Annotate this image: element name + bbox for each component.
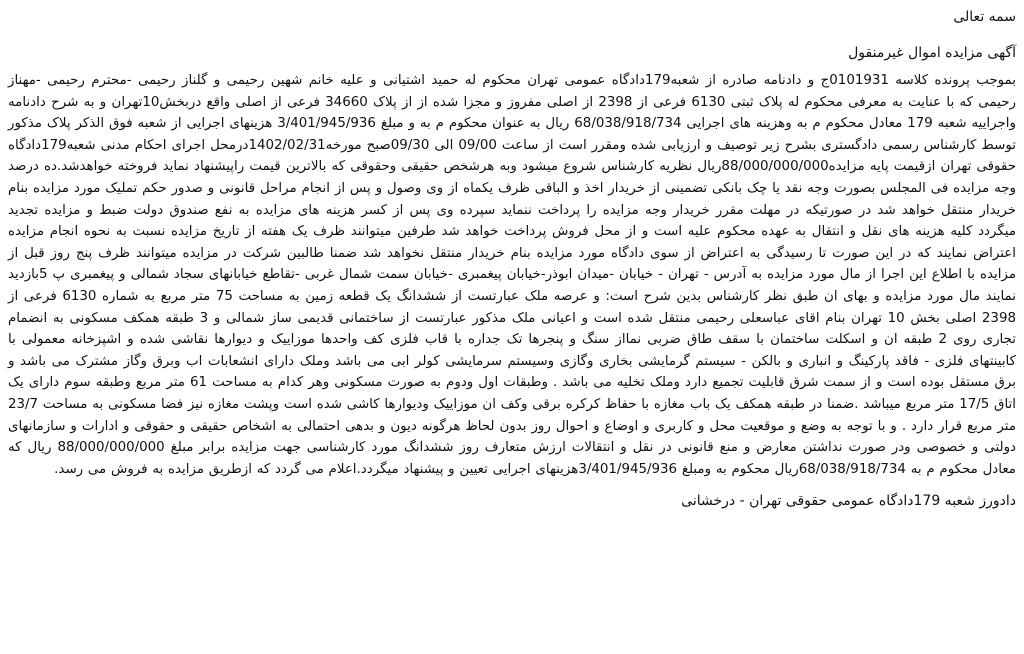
auction-notice bbox=[8, 4, 1016, 512]
header-line: سمه تعالی bbox=[953, 9, 1016, 25]
notice-body: بموجب پرونده کلاسه 0101931ج و دادنامه صادره از شعبه179دادگاه عمومی تهران محکوم له حمید اشتیانی و علیه خانم شهین رحیمی و گلناز رحیمی -محترم رحیمی -مهناز رحیمی که با عنایت به معرفی محکوم له پلاک ثبتی 6130 فرعی از 2398 از اصلی مفروز و مجزا شده از از پلاک 34660 فرعی از اصلی واقع دربخش10تهران و به شرح دادنامه واجراییه شعبه 179 معادل محکوم م به وهزینه های اجرایی 68/038/918/734 ریال به عنوان محکوم م به و مبلغ 3/401/945/936 هزینهای اجرایی از شعبه فوق الذکر پلاک مذکور توسط کارشناس رسمی دادگستری بشرح زیر توصیف و ارزیابی شده ومقرر است از ساعت 09/00 الی 09/30صبح مورخه1402/02/31درمحل اجرای احکام مدنی شعبه179دادگاه حقوقی تهران ازقیمت پایه مزایده88/000/000/000ریال نظریه کارشناس شروع میشود وبه هرشخص حقیقی وحقوقی که بالاترین قیمت راپیشنهاد نماید فروخته خواهدشد.ده درصد وجه مزایده فی المجلس بصورت وجه نقد یا چک بانکی تضمینی از خریدار اخذ و الباقی ظرف یکماه از وی وصول و پس از انجام مراحل قانونی و صدور حکم تملیک مورد مزایده بنام خریدار منتقل خواهد شد در صورتیکه در مهلت مقرر خریدار وجه مزایده را پرداخت ننماید سپرده وی پس از کسر هزینه های مزایده به نفع صندوق دولت ضبط و مزایده تجدید میگردد کلیه هزینه های نقل و انتقال به عهده محکوم علیه است و از محل فروش پرداخت خواهد شد طرفین میتوانند ظرف یک هفته از تاریخ مزایده نسبت به نحوه انجام مزایده اعتراض نمایند که در این صورت تا رسیدگی به اعتراض از سوی دادگاه مورد مزایده بنام خریدار منتقل نخواهد شد ضمنا طالبین شرکت در مزایده میتوانند ظرف پنج روز قبل از مزایده با اطلاع این اجرا از مال مورد مزایده به آدرس - تهران - خیابان -میدان ابوذر-خیابان پیغمبری -خیابان سمت شمال غربی -تقاطع خیابانهای سجاد شمالی و پیغمبری پ 5بازدید نمایند مال مورد مزایده و بهای ان طبق نظر کارشناس بدین شرح است: و عرصه ملک عبارتست از ششدانگ یک قطعه زمین به مساحت 75 متر مربع به شماره 6130 فرعی از 2398 اصلی بخش 10 تهران بنام اقای عباسعلی رحیمی منتقل شده است و اعیانی ملک مذکور عبارتست از ساختمانی قدیمی ساز شمالی و 3 طبقه همکف مسکونی به انضمام تجاری روی 2 طبقه ان و اسکلت ساختمان با سقف طاق ضربی نمااز سنگ و پنجرها تک جداره با قاب فلزی کف واحدها موزاییک و دیوارها نقاشی شده و اشپزخانه معمولی با کابینتهای فلزی - فاقد پارکینگ و انباری و بالکن - سیستم گرمایشی بخاری وگازی وسیستم سرمایشی کولر ابی می باشد وملک دارای انشعابات اب وبرق وگاز مشترک می باشد و برق مستقل بوده است و از سمت شرق قابلیت تجمیع دارد وملک تخلیه می باشد . وطبقات اول ودوم به صورت مسکونی وهر کدام به مساحت 61 متر مربع وطبقه سوم دارای یک اتاق 17/5 متر مربع میباشد .ضمنا در طبقه همکف یک باب مغازه با حفاظ کرکره برقی وکف ان موزاییک ودیوارها کاشی شده است وپشت مغازه نیز فضا مسکونی به مساحت 23/7 متر مربع قرار دارد . و با توجه به وضع و موقعیت محل و کاربری و اوضاع و احوال روز بدون لحاظ هرگونه دیون و بدهی احتمالی به اشخاص حقیقی و حقوقی و ادارات و سازمانهای دولتی و خصوصی ودر صورت نداشتن معارض و منع قانونی در نقل و انتقالات ارزش متعارف روز ششدانگ مورد کارشناسی جهت مزایده برابر مبلغ 88/000/000/000 ریال که معادل محکوم م به 68/038/918/734ریال محکوم به ومبلغ 3/401/945/936هزینهای اجرایی تعیین و پیشنهاد میگردد.اعلام می گردد که ازطریق مزایده به فروش می رسد. bbox=[8, 73, 1017, 477]
notice-signature: دادورز شعبه 179دادگاه عمومی حقوقی تهران - درخشانی bbox=[681, 493, 1016, 510]
notice-title: آگهی مزایده اموال غیرمنقول bbox=[848, 45, 1016, 61]
